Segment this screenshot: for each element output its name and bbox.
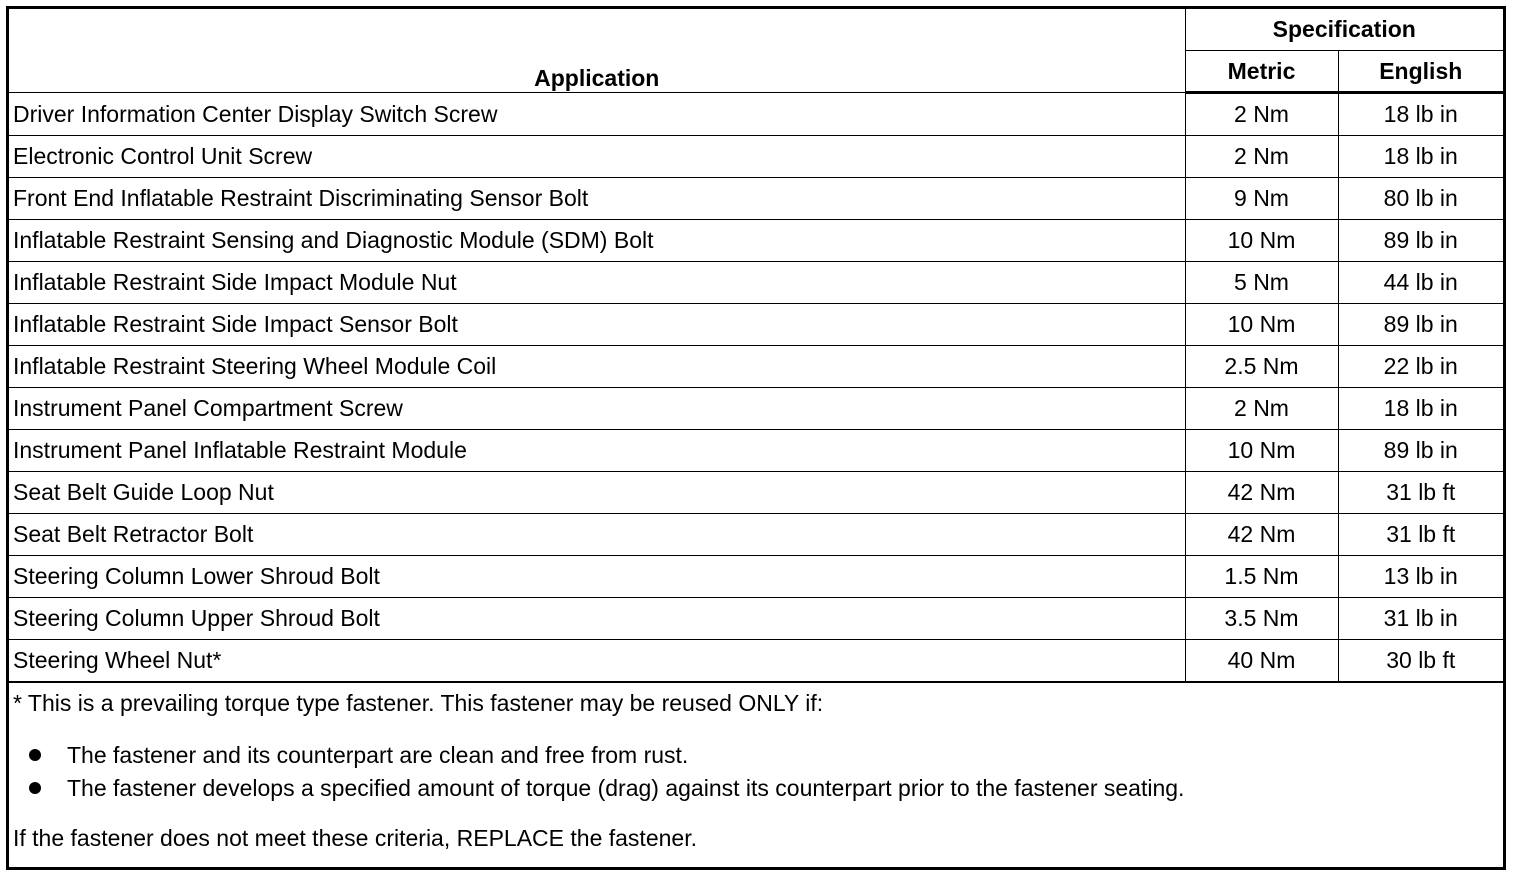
table-row [9,346,1503,388]
metric-cell: 42 Nm [1185,514,1338,556]
bullet-text: The fastener and its counterpart are clean and free from rust. [67,742,689,768]
metric-cell: 10 Nm [1185,220,1338,262]
metric-cell: 2.5 Nm [1185,346,1338,388]
notes-outro: If the fastener does not meet these criteria, REPLACE the fastener. [13,825,697,851]
table-row [9,220,1503,262]
application-cell: Inflatable Restraint Steering Wheel Module Coil [9,346,1185,388]
metric-cell: 2 Nm [1185,93,1338,136]
metric-cell: 2 Nm [1185,136,1338,178]
metric-cell: 10 Nm [1185,430,1338,472]
table-row [9,640,1503,683]
bullet-icon [29,749,41,761]
english-cell: 89 lb in [1338,430,1503,472]
english-cell: 22 lb in [1338,346,1503,388]
table-row [9,304,1503,346]
english-column-header: English [1338,51,1503,93]
application-cell: Front End Inflatable Restraint Discriminating Sensor Bolt [9,178,1185,220]
metric-cell: 2 Nm [1185,388,1338,430]
application-cell: Driver Information Center Display Switch Screw [9,93,1185,136]
english-cell: 44 lb in [1338,262,1503,304]
table-body [9,93,1503,683]
application-cell: Steering Column Lower Shroud Bolt [9,556,1185,598]
bullet-icon [29,782,41,794]
table-row [9,514,1503,556]
application-cell: Seat Belt Guide Loop Nut [9,472,1185,514]
metric-column-header: Metric [1185,51,1338,93]
english-cell: 80 lb in [1338,178,1503,220]
table-row [9,472,1503,514]
application-cell: Steering Column Upper Shroud Bolt [9,598,1185,640]
application-column-header: Application [9,9,1185,93]
metric-cell: 3.5 Nm [1185,598,1338,640]
table-row [9,178,1503,220]
torque-spec-table [9,9,1503,683]
table-row [9,556,1503,598]
table-row [9,388,1503,430]
application-cell: Steering Wheel Nut* [9,640,1185,683]
metric-cell: 10 Nm [1185,304,1338,346]
list-item [13,774,1499,802]
application-cell: Instrument Panel Compartment Screw [9,388,1185,430]
list-item [13,741,1499,769]
table-row [9,262,1503,304]
application-cell: Seat Belt Retractor Bolt [9,514,1185,556]
torque-spec-document [6,6,1506,870]
fastener-notes [9,683,1503,852]
notes-bullet-list [13,741,1499,802]
english-cell: 31 lb ft [1338,472,1503,514]
english-cell: 31 lb ft [1338,514,1503,556]
application-cell: Instrument Panel Inflatable Restraint Module [9,430,1185,472]
table-row [9,598,1503,640]
bullet-text: The fastener develops a specified amount of torque (drag) against its counterpart prior to the fastener seating. [67,775,1185,801]
english-cell: 13 lb in [1338,556,1503,598]
metric-cell: 40 Nm [1185,640,1338,683]
english-cell: 18 lb in [1338,93,1503,136]
table-row [9,136,1503,178]
english-cell: 89 lb in [1338,304,1503,346]
english-cell: 89 lb in [1338,220,1503,262]
application-cell: Inflatable Restraint Side Impact Module Nut [9,262,1185,304]
specification-column-header: Specification [1185,9,1503,51]
table-row [9,93,1503,136]
metric-cell: 5 Nm [1185,262,1338,304]
english-cell: 18 lb in [1338,388,1503,430]
english-cell: 30 lb ft [1338,640,1503,683]
table-row [9,430,1503,472]
english-cell: 31 lb in [1338,598,1503,640]
table-header [9,9,1503,93]
metric-cell: 9 Nm [1185,178,1338,220]
metric-cell: 42 Nm [1185,472,1338,514]
application-cell: Electronic Control Unit Screw [9,136,1185,178]
english-cell: 18 lb in [1338,136,1503,178]
metric-cell: 1.5 Nm [1185,556,1338,598]
application-cell: Inflatable Restraint Sensing and Diagnostic Module (SDM) Bolt [9,220,1185,262]
notes-intro: * This is a prevailing torque type fastener. This fastener may be reused ONLY if: [13,690,824,716]
application-cell: Inflatable Restraint Side Impact Sensor Bolt [9,304,1185,346]
